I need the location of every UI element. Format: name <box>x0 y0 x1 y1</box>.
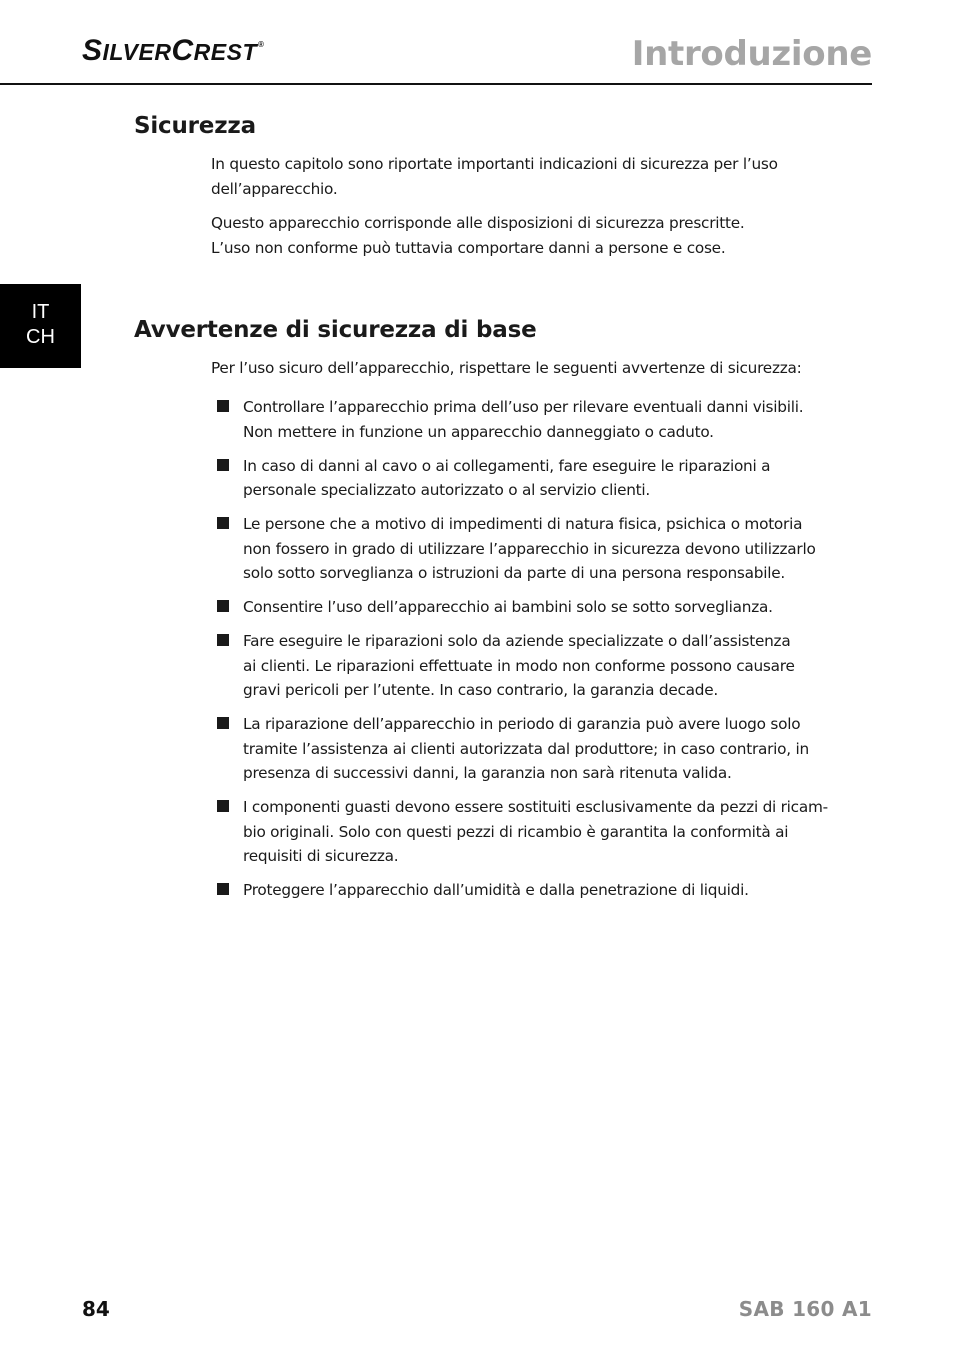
paragraph-line: Per l’uso sicuro dell’apparecchio, rispettare le seguenti avvertenze di sicurezza: <box>211 359 802 377</box>
language-tab <box>0 284 81 368</box>
list-item <box>211 795 851 869</box>
square-bullet-icon <box>217 459 229 471</box>
square-bullet-icon <box>217 717 229 729</box>
brand-rest-2: REST <box>193 39 257 65</box>
list-item-line: bio originali. Solo con questi pezzi di ricambio è garantita la conformità ai <box>243 822 789 841</box>
list-item-line: La riparazione dell’apparecchio in periodo di garanzia può avere luogo solo <box>243 715 801 733</box>
list-item-line: tramite l’assistenza ai clienti autorizzata dal produttore; in caso contrario, in <box>243 739 809 758</box>
list-item-line: gravi pericoli per l’utente. In caso contrario, la garanzia decade. <box>243 681 719 699</box>
list-item <box>211 878 851 903</box>
page-title: Introduzione <box>631 34 872 74</box>
safety-warnings-list <box>211 395 851 912</box>
brand-rest-1: ILVER <box>102 39 172 65</box>
registered-mark: ® <box>258 40 265 49</box>
header-divider <box>0 83 872 85</box>
list-item-line: presenza di successivi danni, la garanzia non sarà ritenuta valida. <box>243 764 732 782</box>
language-tab-line2: CH <box>26 326 55 348</box>
brand-initial-c: C <box>171 34 194 67</box>
list-item-line: Le persone che a motivo di impedimenti di natura fisica, psichica o motoria <box>243 515 803 533</box>
list-item-line: solo sotto sorveglianza o istruzioni da parte di una persona responsabile. <box>243 564 785 582</box>
list-item-line: Proteggere l’apparecchio dall’umidità e dalla penetrazione di liquidi. <box>243 881 749 899</box>
section-heading-sicurezza: Sicurezza <box>134 113 256 139</box>
list-item-line: Consentire l’uso dell’apparecchio ai bambini solo se sotto sorveglianza. <box>243 598 773 616</box>
model-number: SAB 160 A1 <box>738 1297 872 1321</box>
square-bullet-icon <box>217 600 229 612</box>
list-item <box>211 712 851 786</box>
square-bullet-icon <box>217 517 229 529</box>
language-tab-line1: IT <box>31 301 50 323</box>
list-item-line: non fossero in grado di utilizzare l’apparecchio in sicurezza devono utilizzarlo <box>243 539 816 558</box>
list-item-line: I componenti guasti devono essere sostituiti esclusivamente da pezzi di ricam- <box>243 798 828 816</box>
list-item <box>211 454 851 503</box>
intro-paragraph <box>211 356 851 381</box>
list-item <box>211 395 851 444</box>
list-item <box>211 595 851 620</box>
paragraph <box>211 211 851 260</box>
square-bullet-icon <box>217 400 229 412</box>
list-item-line: Fare eseguire le riparazioni solo da aziende specializzate o dall’assistenza <box>243 632 791 650</box>
page-number: 84 <box>82 1297 110 1321</box>
paragraph-line: dell’apparecchio. <box>211 179 338 198</box>
list-item <box>211 629 851 703</box>
list-item-line: requisiti di sicurezza. <box>243 847 399 865</box>
list-item <box>211 512 851 586</box>
square-bullet-icon <box>217 800 229 812</box>
paragraph-line: L’uso non conforme può tuttavia comportare danni a persone e cose. <box>211 238 726 257</box>
square-bullet-icon <box>217 634 229 646</box>
list-item-line: Non mettere in funzione un apparecchio danneggiato o caduto. <box>243 422 714 441</box>
paragraph <box>211 152 851 201</box>
paragraph-line: Questo apparecchio corrisponde alle disposizioni di sicurezza prescritte. <box>211 214 745 232</box>
square-bullet-icon <box>217 883 229 895</box>
brand-logo <box>82 34 264 68</box>
list-item-line: personale specializzato autorizzato o al servizio clienti. <box>243 481 651 499</box>
list-item-line: ai clienti. Le riparazioni effettuate in modo non conforme possono causare <box>243 656 795 675</box>
brand-initial-s: S <box>82 34 103 67</box>
list-item-line: Controllare l’apparecchio prima dell’uso per rilevare eventuali danni visibili. <box>243 398 804 416</box>
section-heading-avvertenze: Avvertenze di sicurezza di base <box>134 317 537 343</box>
paragraph-line: In questo capitolo sono riportate importanti indicazioni di sicurezza per l’uso <box>211 155 778 173</box>
list-item-line: In caso di danni al cavo o ai collegamenti, fare eseguire le riparazioni a <box>243 456 771 475</box>
